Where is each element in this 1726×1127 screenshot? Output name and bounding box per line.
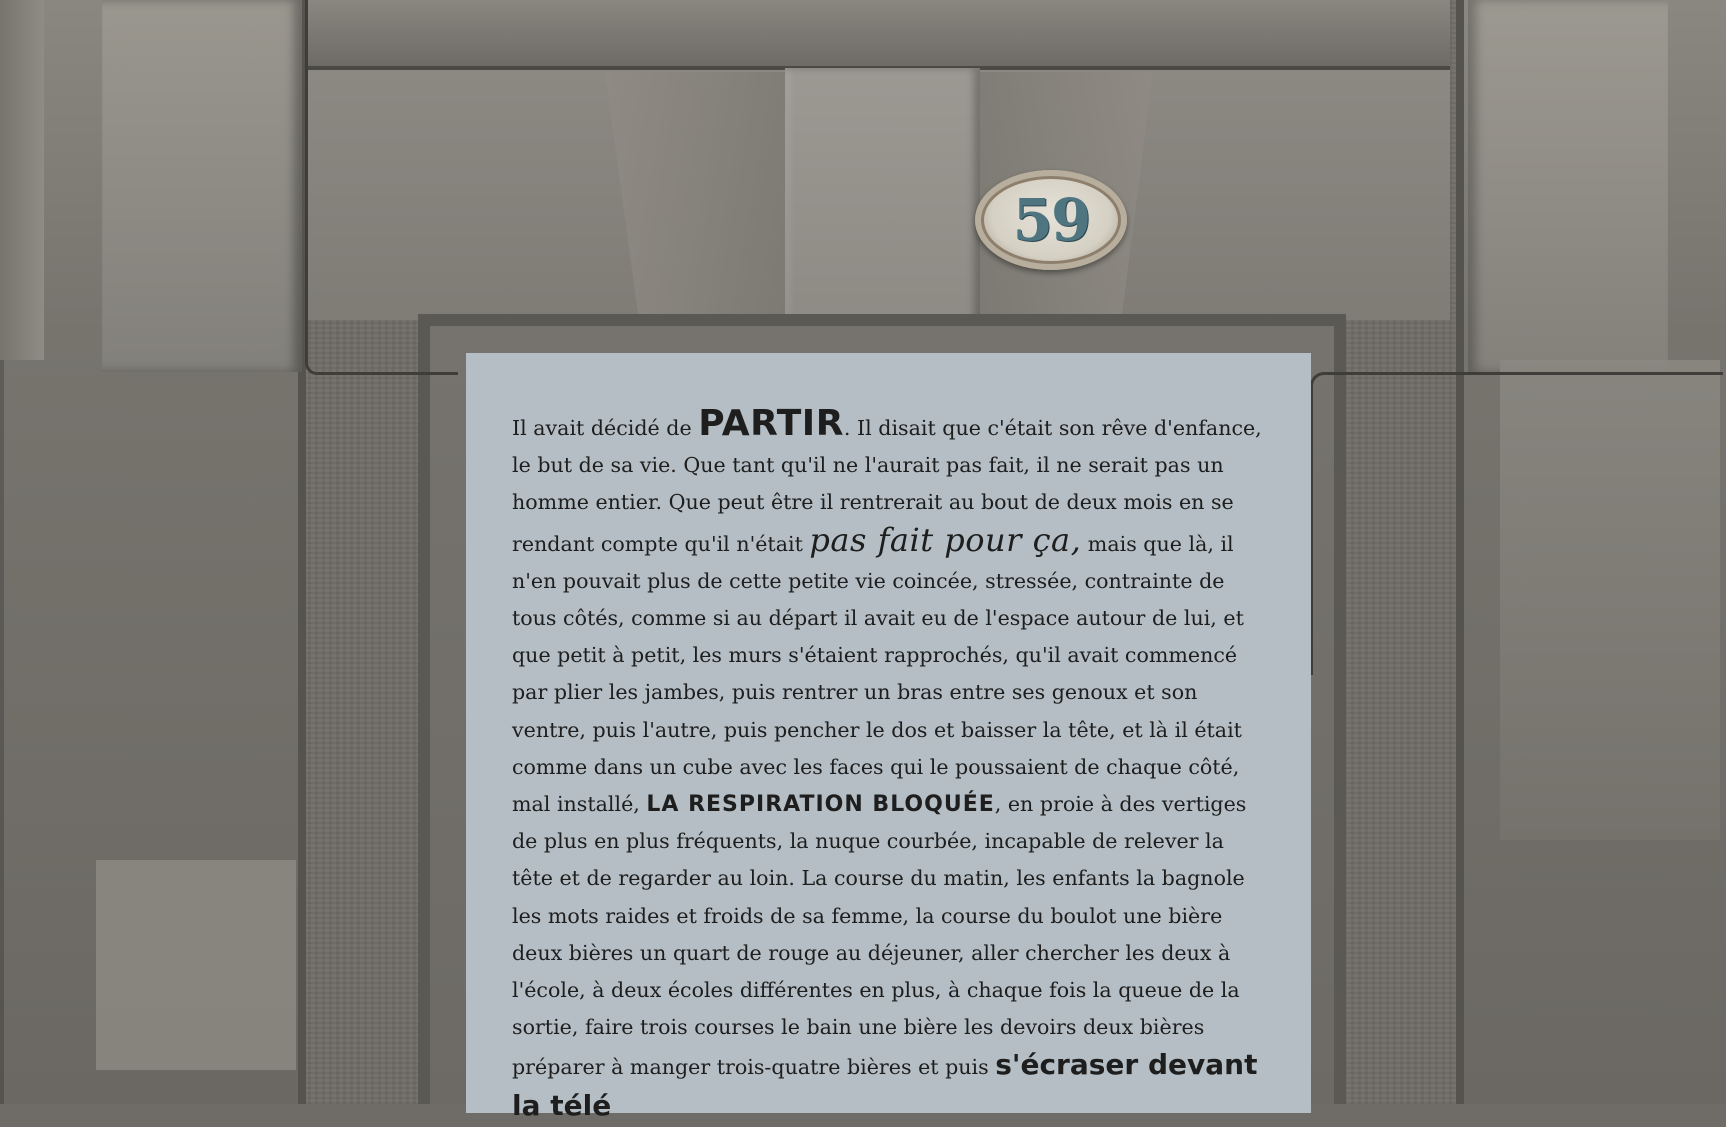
poem-segment: , en proie à des vertiges de plus en plus fréquents, la nuque courbée, incapable de relever la tête et de regarder au loin. La course du matin, les enfants la bagnole les mots raides et froids de sa femme, la course du boulot une bière deux bières un quart de rouge au déjeuner, aller chercher les deux à l'école, à deux écoles différentes en plus, à chaque fois la queue de la sortie, faire trois courses le bain une bière les devoirs deux bières préparer à manger trois-quatre bières et puis: [512, 792, 1247, 1080]
pillar-right-capital: [1468, 0, 1668, 372]
stone-block-light: [96, 860, 296, 1070]
house-number-plaque: [975, 170, 1127, 270]
emphasis-pas-fait-pour-ca: pas fait pour ça,: [809, 520, 1082, 559]
keystone-center-block: [785, 68, 980, 354]
emphasis-partir: PARTIR: [698, 403, 844, 444]
pillar-left-edge: [0, 0, 44, 360]
stone-lintel: [300, 0, 1450, 70]
house-number: 59: [1012, 186, 1090, 254]
poem-segment: mais que là, il n'en pouvait plus de cette petite vie coincée, stressée, contrainte de tous côtés, comme si au départ il avait eu de l'espace autour de lui, et que petit à petit, les murs s'étaient rapprochés, qu'il avait commencé par plier les jambes, puis rentrer un bras entre ses genoux et son ventre, puis l'autre, puis pencher le dos et baisser la tête, et là il était comme dans un cube avec les faces qui le poussaient de chaque côté, mal installé,: [512, 531, 1244, 817]
emphasis-s-ecraser: s'écraser devant la télé: [512, 1048, 1258, 1122]
poem-paragraph: [512, 405, 1265, 1127]
emphasis-respiration-bloquee: LA RESPIRATION BLOQUÉE: [646, 792, 995, 818]
electric-cable-left: [305, 0, 458, 375]
text-panel: [466, 353, 1311, 1122]
pillar-left-capital: [102, 0, 302, 372]
poem-segment: Il avait décidé de: [512, 416, 699, 440]
electric-cable-right: [1310, 372, 1723, 675]
poem-segment: . Il disait que c'était son rêve d'enfance, le but de sa vie. Que tant qu'il ne l'aurait pas fait, il ne serait pas un homme entier. Que peut être il rentrerait au bout de deux mois en se rendant compte qu'il n'était: [512, 416, 1262, 556]
